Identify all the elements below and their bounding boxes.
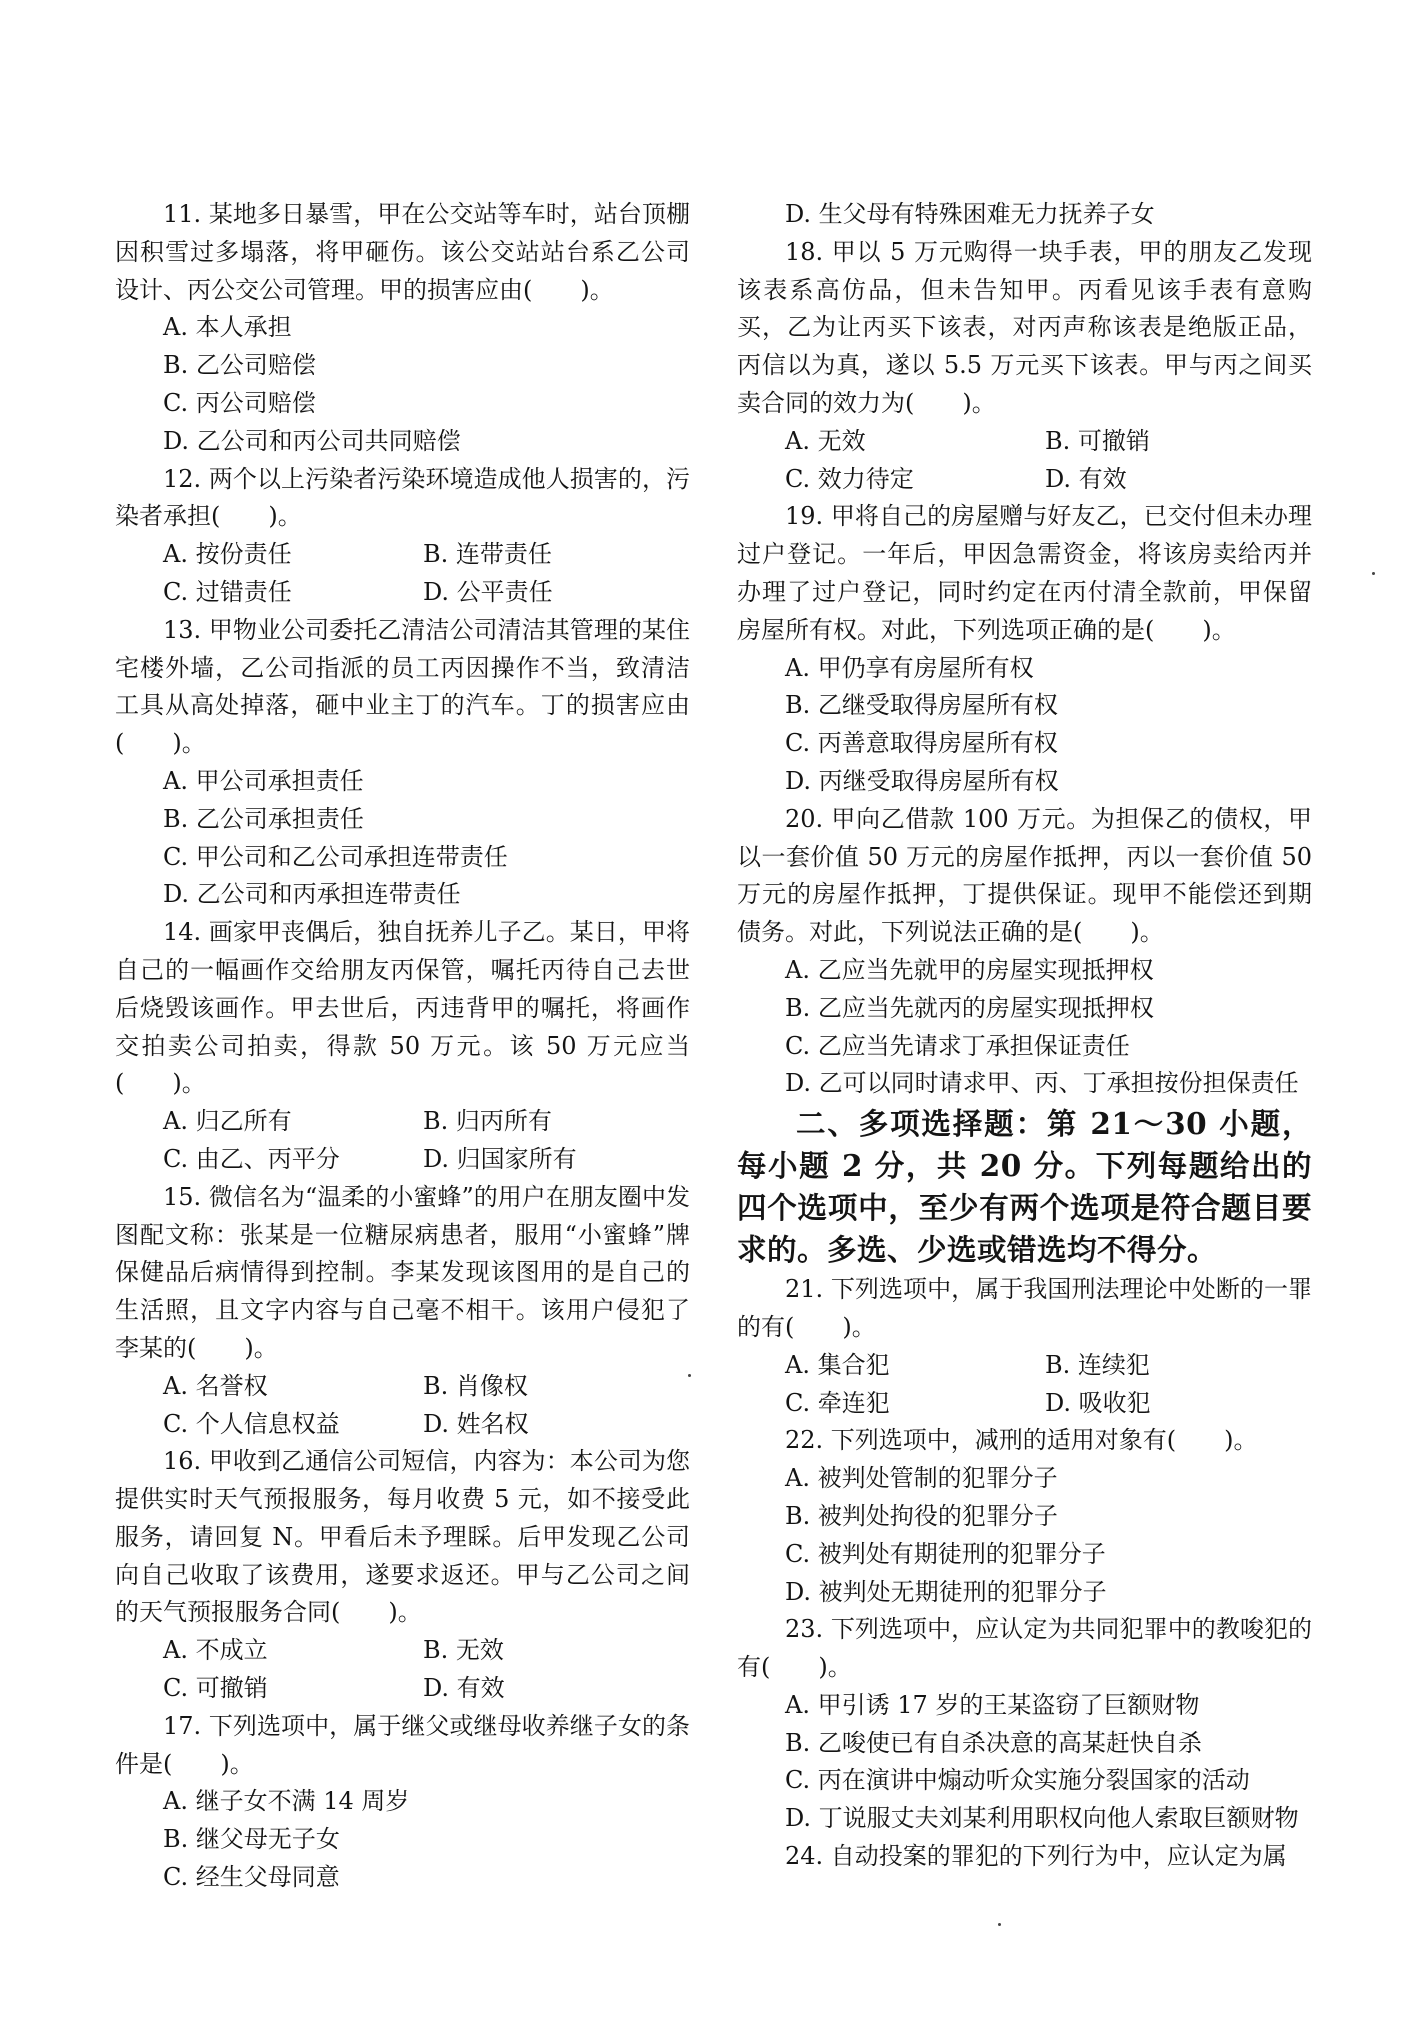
option-text: B. 肖像权 — [423, 1371, 528, 1400]
option-row — [737, 1347, 1312, 1385]
option-text: A. 甲公司承担责任 — [163, 766, 364, 795]
question-text: 21. 下列选项中，属于我国刑法理论中处断的一罪的有( )。 — [737, 1275, 1312, 1341]
option-text: B. 乙公司承担责任 — [163, 804, 364, 833]
option-text: C. 牵连犯 — [785, 1388, 890, 1417]
option-text: B. 归丙所有 — [423, 1107, 552, 1136]
option-text: C. 乙应当先请求丁承担保证责任 — [785, 1031, 1130, 1060]
option-text: D. 丙继受取得房屋所有权 — [785, 766, 1059, 795]
option-text: C. 个人信息权益 — [163, 1409, 340, 1438]
option-row — [115, 1368, 690, 1406]
question-text: 22. 下列选项中，减刑的适用对象有( )。 — [785, 1426, 1258, 1455]
option-row — [115, 574, 690, 612]
option-text: B. 连续犯 — [1045, 1350, 1150, 1379]
question-text: 15. 微信名为“温柔的小蜜蜂”的用户在朋友圈中发图配文称：张某是一位糖尿病患者，服用“小蜜蜂”牌保健品后病情得到控制。李某发现该图用的是自己的生活照，且文字内容与自己毫不相干。该用户侵犯了李某的( )。 — [115, 1182, 690, 1362]
option-text: A. 被判处管制的犯罪分子 — [785, 1464, 1058, 1493]
option-text: B. 乙唆使已有自杀决意的高某赶快自杀 — [785, 1728, 1202, 1757]
scan-speck — [1372, 572, 1375, 575]
option-text: A. 乙应当先就甲的房屋实现抵押权 — [785, 955, 1154, 984]
option-text: D. 生父母有特殊困难无力抚养子女 — [785, 200, 1155, 228]
option-row — [115, 1103, 690, 1141]
option-text: D. 乙可以同时请求甲、丙、丁承担按份担保责任 — [785, 1069, 1299, 1098]
option-row — [115, 1141, 690, 1179]
option-text: B. 继父母无子女 — [163, 1825, 340, 1854]
option-text: B. 乙公司赔偿 — [163, 351, 316, 380]
option-text: C. 效力待定 — [785, 464, 914, 493]
option-text: B. 可撤销 — [1045, 426, 1150, 455]
option-row — [737, 461, 1312, 499]
question-text: 16. 甲收到乙通信公司短信，内容为：本公司为您提供实时天气预报服务，每月收费 5 元，如不接受此服务，请回复 N。甲看后未予理睬。后甲发现乙公司向自己收取了该费用，遂要求返还。甲与乙公司之间的天气预报服务合同( )。 — [115, 1447, 690, 1627]
option-text: A. 不成立 — [163, 1636, 268, 1665]
option-text: A. 集合犯 — [785, 1350, 890, 1379]
option-text: D. 归国家所有 — [423, 1144, 577, 1173]
option-text: A. 继子女不满 14 周岁 — [163, 1787, 410, 1816]
option-text: D. 姓名权 — [423, 1409, 529, 1438]
option-text: A. 归乙所有 — [163, 1107, 292, 1136]
right-column — [737, 196, 1312, 1876]
option-text: B. 乙继受取得房屋所有权 — [785, 691, 1058, 720]
scan-speck — [998, 1923, 1001, 1926]
option-text: C. 由乙、丙平分 — [163, 1144, 340, 1173]
option-text: D. 公平责任 — [423, 577, 553, 606]
question-text: 12. 两个以上污染者污染环境造成他人损害的，污染者承担( )。 — [115, 464, 690, 531]
question-text: 19. 甲将自己的房屋赠与好友乙，已交付但未办理过户登记。一年后，甲因急需资金，将该房卖给丙并办理了过户登记，同时约定在丙付清全款前，甲保留房屋所有权。对此，下列选项正确的是( )。 — [737, 502, 1312, 644]
question-text: 13. 甲物业公司委托乙清洁公司清洁其管理的某住宅楼外墙，乙公司指派的员工丙因操作不当，致清洁工具从高处掉落，砸中业主丁的汽车。丁的损害应由( )。 — [115, 615, 690, 758]
option-text: C. 丙善意取得房屋所有权 — [785, 729, 1058, 758]
option-text: A. 名誉权 — [163, 1371, 268, 1400]
option-row — [737, 1385, 1312, 1423]
option-text: B. 乙应当先就丙的房屋实现抵押权 — [785, 993, 1154, 1022]
option-text: D. 有效 — [423, 1674, 505, 1703]
option-row — [737, 423, 1312, 461]
option-text: C. 过错责任 — [163, 577, 292, 606]
option-text: D. 有效 — [1045, 464, 1127, 493]
option-row — [115, 536, 690, 574]
question-text: 14. 画家甲丧偶后，独自抚养儿子乙。某日，甲将自己的一幅画作交给朋友丙保管，嘱托丙待自己去世后烧毁该画作。甲去世后，丙违背甲的嘱托，将画作交拍卖公司拍卖，得款 50 万元。该 50 万元应当( )。 — [115, 918, 690, 1098]
option-row — [115, 1670, 690, 1708]
question-text: 18. 甲以 5 万元购得一块手表，甲的朋友乙发现该表系高仿品，但未告知甲。丙看见该手表有意购买，乙为让丙买下该表，对丙声称该表是绝版正品，丙信以为真，遂以 5.5 万元买下该表。甲与丙之间买卖合同的效力为( )。 — [737, 237, 1312, 417]
option-text: D. 乙公司和丙公司共同赔偿 — [163, 426, 461, 455]
option-text: D. 吸收犯 — [1045, 1388, 1151, 1417]
scan-speck — [688, 1374, 691, 1377]
section-heading: 二、多项选择题：第 21～30 小题，每小题 2 分，共 20 分。下列每题给出的四个选项中，至少有两个选项是符合题目要求的。多选、少选或错选均不得分。 — [737, 1106, 1312, 1268]
option-row — [115, 1632, 690, 1670]
option-text: A. 甲引诱 17 岁的王某盗窃了巨额财物 — [785, 1690, 1200, 1719]
option-text: C. 可撤销 — [163, 1674, 268, 1703]
option-text: A. 无效 — [785, 426, 866, 455]
question-text: 17. 下列选项中，属于继父或继母收养继子女的条件是( )。 — [115, 1711, 690, 1778]
option-text: A. 甲仍享有房屋所有权 — [785, 653, 1034, 682]
question-text: 24. 自动投案的罪犯的下列行为中，应认定为属 — [785, 1842, 1287, 1871]
option-text: A. 本人承担 — [163, 313, 292, 342]
option-text: C. 丙公司赔偿 — [163, 388, 316, 417]
question-text: 23. 下列选项中，应认定为共同犯罪中的教唆犯的有( )。 — [737, 1615, 1312, 1682]
left-column — [115, 196, 690, 1897]
option-text: A. 按份责任 — [163, 540, 292, 569]
question-text: 20. 甲向乙借款 100 万元。为担保乙的债权，甲以一套价值 50 万元的房屋作抵押，丙以一套价值 50 万元的房屋作抵押，丁提供保证。现甲不能偿还到期债务。对此，下列说法正确的是( )。 — [737, 804, 1312, 947]
option-text: D. 丁说服丈夫刘某利用职权向他人索取巨额财物 — [785, 1804, 1299, 1833]
option-text: B. 连带责任 — [423, 540, 552, 569]
question-text: 11. 某地多日暴雪，甲在公交站等车时，站台顶棚因积雪过多塌落，将甲砸伤。该公交站站台系乙公司设计、丙公交公司管理。甲的损害应由( )。 — [115, 200, 690, 304]
option-text: D. 乙公司和丙承担连带责任 — [163, 880, 461, 909]
option-text: C. 甲公司和乙公司承担连带责任 — [163, 842, 508, 871]
option-text: C. 经生父母同意 — [163, 1863, 340, 1892]
option-text: C. 丙在演讲中煽动听众实施分裂国家的活动 — [785, 1766, 1250, 1795]
option-row — [115, 1406, 690, 1444]
option-text: D. 被判处无期徒刑的犯罪分子 — [785, 1577, 1107, 1606]
option-text: C. 被判处有期徒刑的犯罪分子 — [785, 1539, 1106, 1568]
option-text: B. 被判处拘役的犯罪分子 — [785, 1501, 1058, 1530]
option-text: B. 无效 — [423, 1636, 504, 1665]
